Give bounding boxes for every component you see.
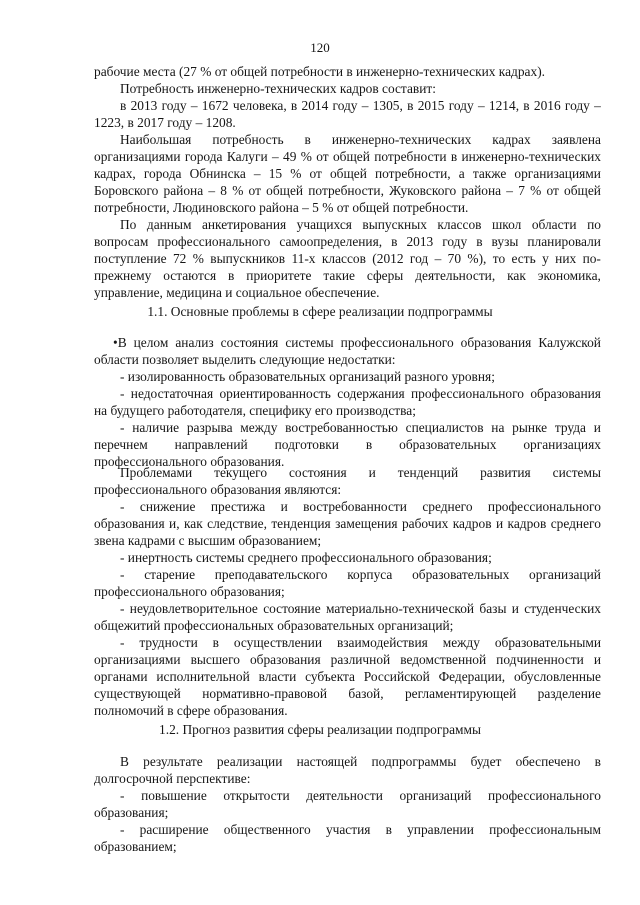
text-line: Потребность инженерно-технических кадров составит:	[120, 81, 436, 96]
text-line: поступление 72 % выпускников 11-х классов (2012 год – 70 %), то есть у них по-	[94, 251, 601, 266]
text-line: образованием;	[94, 839, 177, 854]
text-line: на будущего работодателя, специфику его производства;	[94, 403, 416, 418]
section-heading-forecast: 1.2. Прогноз развития сферы реализации подпрограммы	[159, 722, 481, 737]
text-line: - старение преподавательского корпуса образовательных организаций	[120, 567, 601, 582]
text-line: - повышение открытости деятельности организаций профессионального	[120, 788, 601, 803]
text-line: в 2013 году – 1672 человека, в 2014 году – 1305, в 2015 году – 1214, в 2016 году –	[120, 98, 601, 113]
text-line: области позволяет выделить следующие недостатки:	[94, 352, 396, 367]
text-line: общежитий профессиональных образовательных организаций;	[94, 618, 454, 633]
text-line: управление, медицина и социальное обеспечение.	[94, 285, 380, 300]
text-line: потребности, Людиновского района – 5 % от общей потребности.	[94, 200, 469, 215]
text-line: профессионального образования.	[94, 454, 285, 469]
text-line: В результате реализации настоящей подпрограммы будет обеспечено в	[120, 754, 601, 769]
text-line: полномочий в сфере образования.	[94, 703, 288, 718]
text-line: организациями города Калуги – 49 % от общей потребности в инженерно-технических	[94, 149, 601, 164]
text-line: - неудовлетворительное состояние материально-технической базы и студенческих	[120, 601, 601, 616]
text-line: существующей нормативно-правовой базой, регламентирующей разделение	[94, 686, 601, 701]
text-line: Проблемами текущего состояния и тенденций развития системы	[120, 465, 601, 480]
text-line: - трудности в осуществлении взаимодействия между образовательными	[120, 635, 601, 650]
text-line: 1223, в 2017 году – 1208.	[94, 115, 236, 130]
text-line: органами исполнительной власти субъекта Российской Федерации, обусловленные	[94, 669, 601, 684]
text-line: профессионального образования;	[94, 584, 285, 599]
text-line: - расширение общественного участия в управлении профессиональным	[120, 822, 601, 837]
text-line: - недостаточная ориентированность содержания профессионального образования	[120, 386, 601, 401]
text-line: образования;	[94, 805, 169, 820]
text-line: - инертность системы среднего профессионального образования;	[120, 550, 492, 565]
text-line: перечнем направлений подготовки в образовательных организациях	[94, 437, 601, 452]
text-line: рабочие места (27 % от общей потребности в инженерно-технических кадрах).	[94, 64, 546, 79]
text-line: кадрах, города Обнинска – 15 % от общей потребности, а также организациями	[94, 166, 601, 181]
text-line: - наличие разрыва между востребованностью специалистов на рынке труда и	[120, 420, 601, 435]
text-line: - снижение престижа и востребованности среднего профессионального	[120, 499, 601, 514]
page-number: 120	[310, 40, 330, 55]
text-line: организациями высшего образования различной ведомственной подчиненности и	[94, 652, 601, 667]
text-line: вопросам профессионального самоопределения, в 2013 году в вузы планировали	[94, 234, 601, 249]
text-line: долгосрочной перспективе:	[94, 771, 251, 786]
text-line: Наибольшая потребность в инженерно-технических кадрах заявлена	[120, 132, 601, 147]
section-heading-problems: 1.1. Основные проблемы в сфере реализации подпрограммы	[147, 304, 493, 319]
text-line: прежнему остаются в приоритете такие сферы деятельности, как экономика,	[94, 268, 601, 283]
text-line: Боровского района – 8 % от общей потребности, Жуковского района – 7 % от общей	[94, 183, 601, 198]
text-line: •В целом анализ состояния системы профессионального образования Калужской	[113, 335, 601, 350]
text-line: По данным анкетирования учащихся выпускных классов школ области по	[120, 217, 601, 232]
text-line: образования и, как следствие, тенденция замещения рабочих кадров и кадров среднего	[94, 516, 601, 531]
text-line: - изолированность образовательных организаций разного уровня;	[120, 369, 495, 384]
text-line: профессионального образования являются:	[94, 482, 342, 497]
text-line: звена кадрами с высшим образованием;	[94, 533, 322, 548]
